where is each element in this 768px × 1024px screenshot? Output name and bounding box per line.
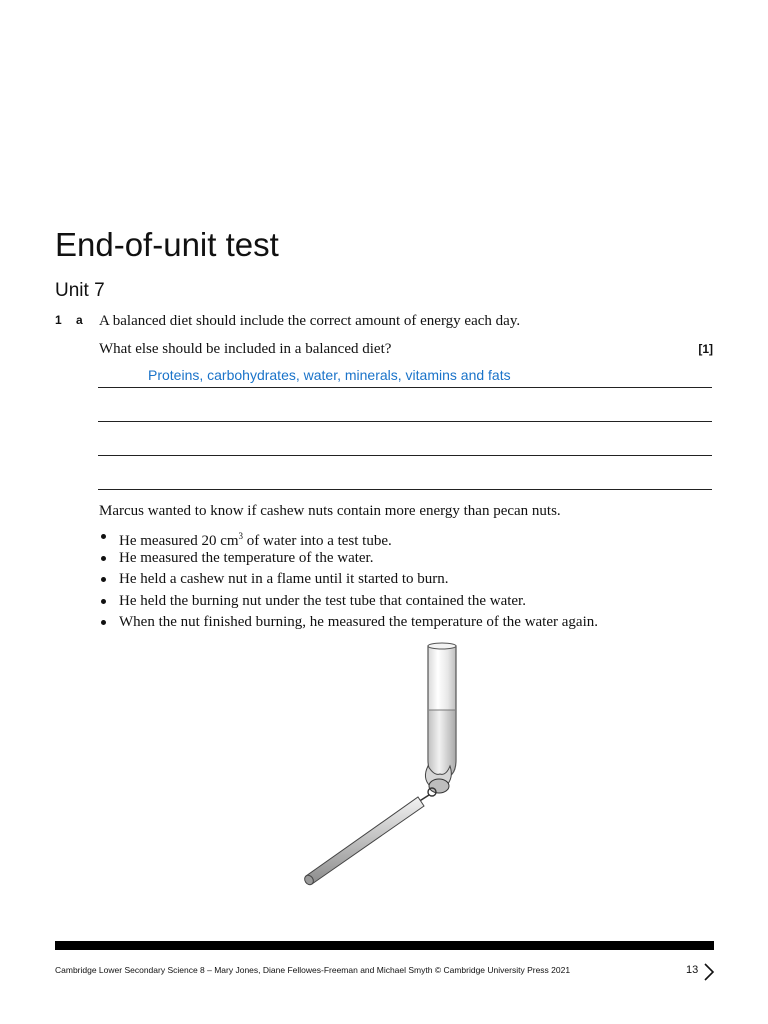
question-prompt: What else should be included in a balanced diet? <box>99 341 392 357</box>
answer-line <box>98 489 712 490</box>
method-step: He held a cashew nut in a flame until it started to burn. <box>99 569 598 591</box>
method-step: He measured 20 $cm^3$ of water into a test tube. <box>99 526 598 548</box>
page-number: 13 <box>686 964 699 976</box>
marks-label: [1] <box>698 342 713 356</box>
answer-line <box>98 421 712 422</box>
chevron-right-icon[interactable] <box>703 963 715 981</box>
question-intro: A balanced diet should include the correct amount of energy each day. <box>99 313 521 329</box>
answer-text: Proteins, carbohydrates, water, minerals, vitamins and fats <box>148 367 511 383</box>
page-title: End-of-unit test <box>55 226 279 263</box>
question-part: a <box>76 313 83 327</box>
method-step: He measured the temperature of the water. <box>99 548 598 570</box>
method-step: He held the burning nut under the test tube that contained the water. <box>99 591 598 613</box>
unit-label: Unit 7 <box>55 280 105 301</box>
answer-line <box>98 455 712 456</box>
test-tube-illustration <box>300 640 470 890</box>
footer-credit: Cambridge Lower Secondary Science 8 – Mary Jones, Diane Fellowes-Freeman and Michael Smyth © Cambridge University Press 2021 <box>55 965 571 975</box>
method-step: When the nut finished burning, he measured the temperature of the water again. <box>99 612 598 634</box>
footer-bar <box>55 941 714 950</box>
answer-line <box>98 387 712 388</box>
scenario-text: Marcus wanted to know if cashew nuts contain more energy than pecan nuts. <box>99 503 561 519</box>
method-steps <box>99 526 598 634</box>
question-number: 1 <box>55 313 62 327</box>
